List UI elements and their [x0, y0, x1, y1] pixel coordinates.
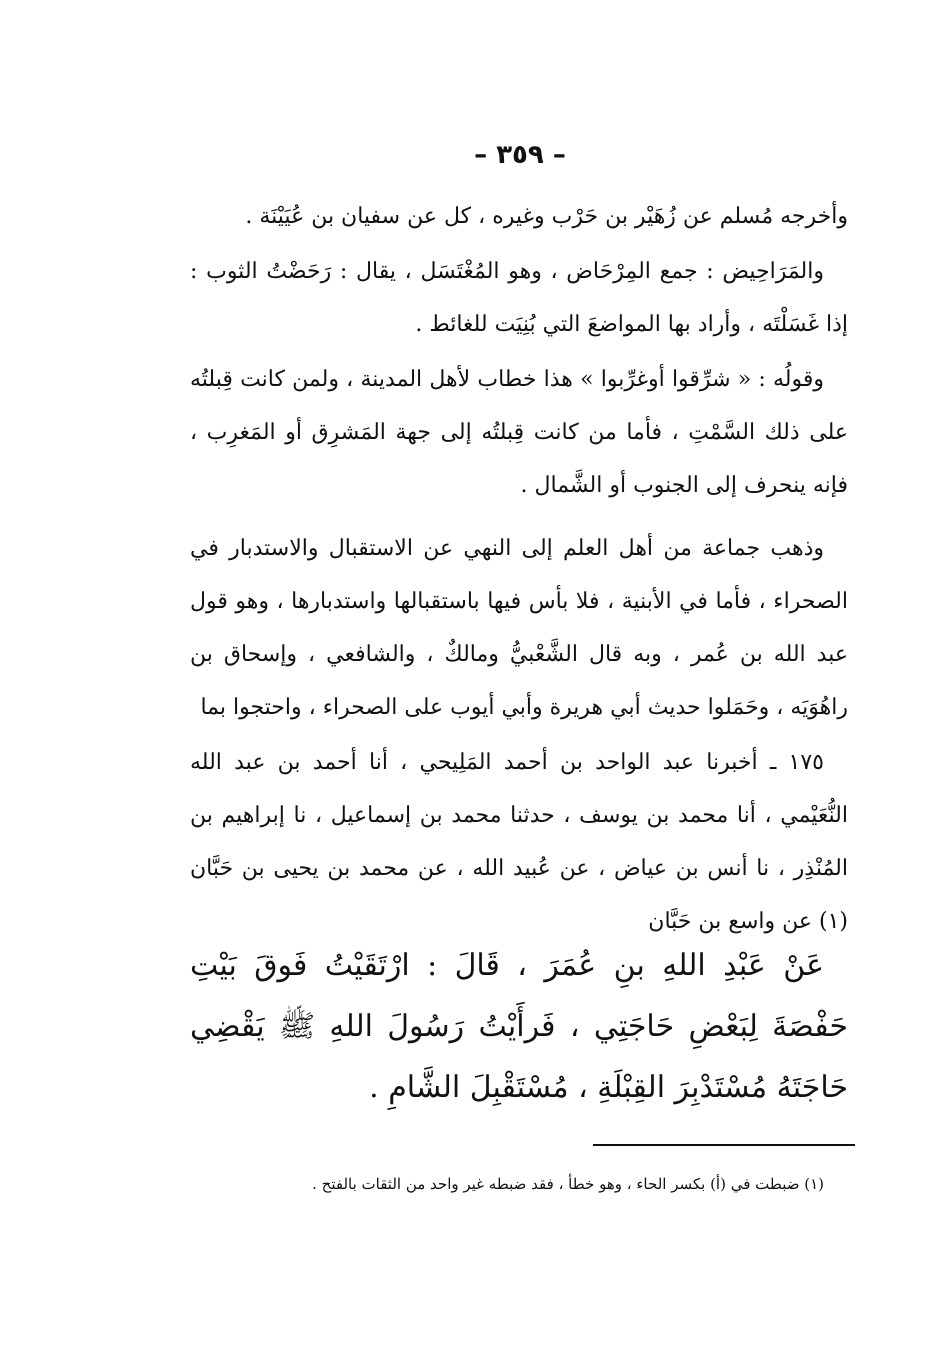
- paragraph-scholars-opinion: وذهب جماعة من أهل العلم إلى النهي عن الاستقبال والاستدبار في الصحراء ، فأما في الأبنية ، فلا بأس فيها باستقبالها واستدبارها ، وهو قول عبد الله بن عُمر ، وبه قال الشَّعْبيُّ ومالكٌ ، والشافعي ، وإسحاق بن راهُوَيَه ، وحَمَلوا حديث أبي هريرة وأبي أيوب على الصحراء ، واحتجوا بما: [190, 536, 848, 720]
- paragraph-muslim-narration: وأخرجه مُسلم عن زُهَيْر بن حَرْب وغيره ، كل عن سفيان بن عُيَيْنَة .: [245, 204, 848, 229]
- footnote-divider: [593, 1144, 855, 1146]
- page-number: – ٣٥٩ –: [474, 140, 566, 170]
- footnote: (١) ضبطت في (أ) بكسر الحاء ، وهو خطأ ، فقد ضبطه غير واحد من الثقات بالفتح .: [312, 1175, 824, 1193]
- hadith-text: عَنْ عَبْدِ اللهِ بنِ عُمَرَ ، قَالَ : ارْتَقَيْتُ فَوقَ بَيْتِ حَفْصَةَ لِبَعْضِ حَاجَتِي ، فَرأَيْتُ رَسُولَ اللهِ ﷺ يَقْضِي حَاجَتَهُ مُسْتَدْبِرَ القِبْلَةِ ، مُسْتَقْبِلَ الشَّامِ .: [190, 948, 848, 1105]
- paragraph-sharriqu-explanation: وقولُه : « شرِّقوا أوغرِّبوا » هذا خطاب لأهل المدينة ، ولمن كانت قِبلتُه على ذلك السَّمْتِ ، فأما من كانت قِبلتُه إلى جهة المَشرِق أو المَغرِب ، فإنه ينحرف إلى الجنوب أو الشَّمال .: [190, 367, 848, 498]
- paragraph-marahid-definition: والمَرَاحِيض : جمع المِرْحَاض ، وهو المُغْتَسَل ، يقال : رَحَضْتُ الثوب : إذا غَسَلْتَه ، وأراد بها المواضعَ التي بُنِيَت للغائط .: [190, 259, 848, 337]
- paragraph-isnad-175: ١٧٥ ـ أخبرنا عبد الواحد بن أحمد المَلِيحي ، أنا أحمد بن عبد الله النُّعَيْمي ، أنا محمد بن يوسف ، حدثنا محمد بن إسماعيل ، نا إبراهيم بن المُنْذِر ، نا أنس بن عياض ، عن عُبيد الله ، عن محمد بن يحيى بن حَبَّان (١) عن واسع بن حَبَّان: [190, 750, 848, 934]
- body-text: [190, 190, 848, 948]
